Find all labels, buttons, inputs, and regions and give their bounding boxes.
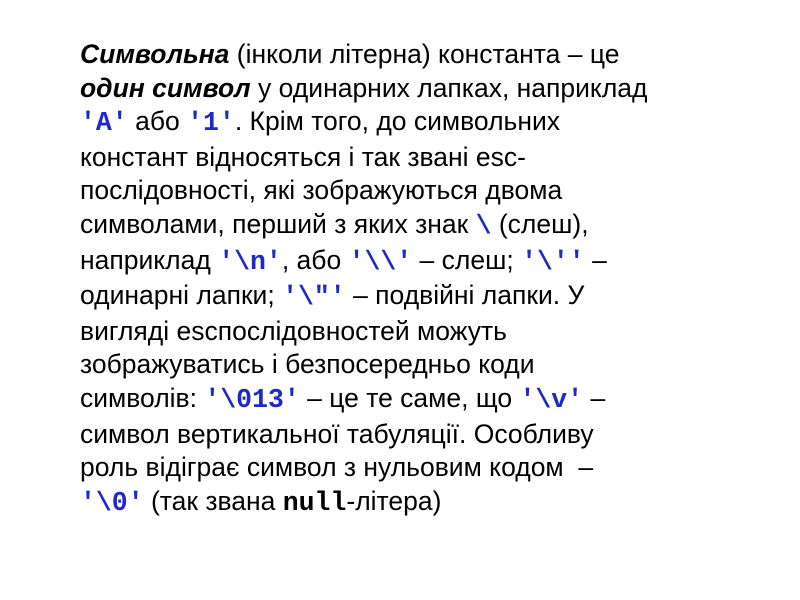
code-literal: '\0' [80,487,144,518]
text-run: – [583,382,606,413]
emphasis-text: Символьна [80,39,230,69]
code-literal: \ [475,210,492,241]
text-line [80,105,760,141]
slide-content [80,38,760,520]
code-literal: '1' [187,108,235,139]
text-run: символ вертикальної табуляції. Особливу [80,418,594,449]
text-line [80,174,760,208]
text-run: -літера) [346,485,442,516]
text-line [80,72,760,106]
text-run: (слеш), [491,208,589,239]
text-run: (інколи літерна) константа – це [229,39,620,69]
code-literal: '\\' [348,246,413,277]
text-run: – це те саме, що [299,382,520,413]
text-line [80,418,760,452]
text-run: символів: [80,382,205,413]
text-line [80,382,760,418]
emphasis-text: один символ [80,72,251,103]
text-run: – слеш; [412,244,522,275]
text-run: зображуватись і безпосередньо коди [80,349,535,380]
text-run: вигляді escпослідовностей можуть [80,315,507,346]
text-run: роль відіграє символ з нульовим кодом – [80,452,594,483]
text-line [80,485,760,521]
text-line [80,141,760,175]
text-run: наприклад [80,244,219,275]
text-run: . Крім того, до символьних [234,106,561,137]
text-run: – [584,244,607,275]
text-run: – подвійні лапки. У [345,280,585,311]
code-literal: '\013' [204,384,300,415]
text-line [80,38,760,72]
text-line [80,451,760,485]
text-line [80,208,760,244]
code-literal: '\"' [282,282,346,313]
code-literal: '\'' [521,246,585,277]
code-literal: '\n' [218,246,282,277]
text-run: (так звана [143,485,283,516]
text-line [80,315,760,349]
text-run: у одинарних лапках, наприклад [250,72,648,103]
text-run: символами, перший з яких знак [80,208,476,239]
text-run: послідовності, які зображуються двома [80,175,563,206]
text-line [80,279,760,315]
text-line [80,244,760,280]
code-literal: 'A' [80,108,128,139]
body-paragraph [80,38,760,520]
text-run: або [127,106,188,137]
text-run: одинарні лапки; [80,280,283,311]
code-literal: '\v' [519,384,584,415]
text-line [80,348,760,382]
text-run: констант відносяться і так звані esc- [80,141,526,172]
code-keyword: null [282,487,347,518]
text-run: , або [281,244,349,275]
